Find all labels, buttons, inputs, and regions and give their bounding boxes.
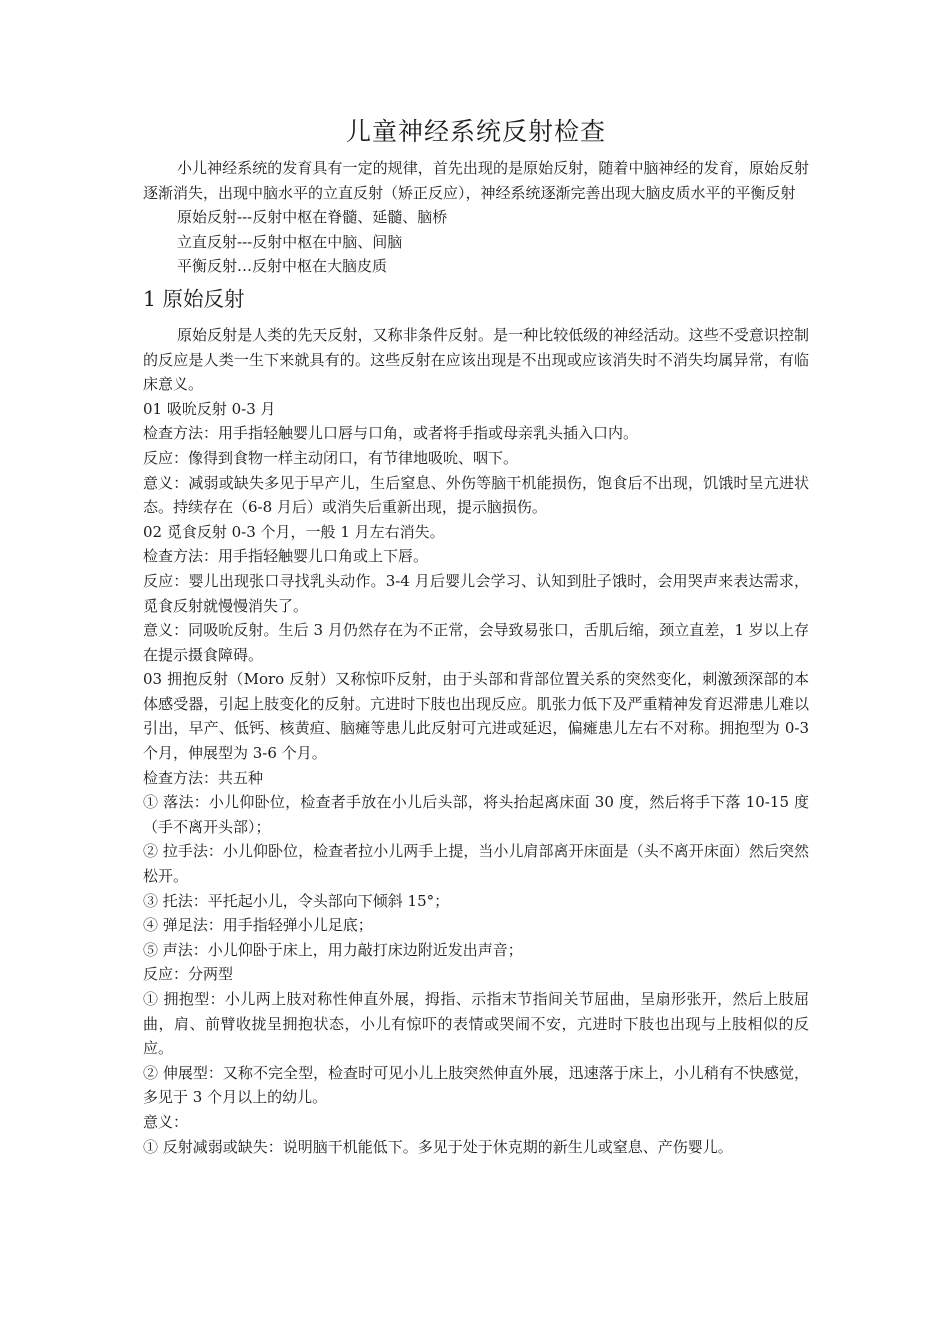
intro-line-primitive: 原始反射---反射中枢在脊髓、延髓、脑桥 (177, 208, 448, 227)
text-line: 反应：像得到食物一样主动闭口，有节律地吸吮、咽下。 (143, 448, 519, 467)
text-line: 02 觅食反射 0-3 个月，一般 1 月左右消失。 (143, 522, 445, 541)
intro-paragraph: 小儿神经系统的发育具有一定的规律，首先出现的是原始反射，随着中脑神经的发育，原始反射逐渐消失，出现中脑水平的立直反射（矫正反应），神经系统逐渐完善出现大脑皮质水平的平衡反射 (143, 159, 809, 202)
text-line: ② 伸展型：又称不完全型，检查时可见小儿上肢突然伸直外展，迅速落于床上，小儿稍有不快感觉，多见于 3 个月以上的幼儿。 (143, 1063, 809, 1107)
text-line: 03 拥抱反射（Moro 反射）又称惊吓反射，由于头部和背部位置关系的突然变化，刺激颈深部的本体感受器，引起上肢变化的反射。亢进时下肢也出现反应。肌张力低下及严重精神发育迟滞患儿难以引出，早产、低钙、核黄疸、脑瘫等患儿此反射可亢进或延迟，偏瘫患儿左右不对称。拥抱型为 0-3 个月，伸展型为 3-6 个月。 (143, 670, 809, 763)
text-line: 意义：同吸吮反射。生后 3 月仍然存在为不正常，会导致易张口，舌肌后缩，颈立直差，1 岁以上存在提示摄食障碍。 (143, 621, 809, 664)
text-line: ④ 弹足法：用手指轻弹小儿足底； (143, 916, 373, 935)
text-line: 意义： (143, 1112, 189, 1131)
text-line: 检查方法：共五种 (143, 768, 264, 787)
document-title: 儿童神经系统反射检查 (345, 117, 606, 146)
text-line: 检查方法：用手指轻触婴儿口唇与口角，或者将手指或母亲乳头插入口内。 (143, 424, 639, 443)
text-line: ① 反射减弱或缺失：说明脑干机能低下。多见于处于休克期的新生儿或窒息、产伤婴儿。 (143, 1137, 733, 1156)
text-line: 反应：婴儿出现张口寻找乳头动作。3-4 月后婴儿会学习、认知到肚子饿时，会用哭声来表达需求，觅食反射就慢慢消失了。 (143, 571, 809, 615)
text-line: ⑤ 声法：小儿仰卧于床上，用力敲打床边附近发出声音； (143, 940, 523, 959)
text-line: ② 拉手法：小儿仰卧位，检查者拉小儿两手上提，当小儿肩部离开床面是（头不离开床面）然后突然松开。 (143, 842, 809, 886)
text-line: 01 吸吮反射 0-3 月 (143, 399, 276, 418)
text-line: ③ 托法：平托起小儿，令头部向下倾斜 15°； (143, 891, 450, 910)
section-heading: 1 原始反射 (143, 286, 245, 311)
text-line: ① 落法：小儿仰卧位，检查者手放在小儿后头部，将头抬起离床面 30 度，然后将手下落 10-15 度（手不离开头部）； (143, 793, 809, 836)
text-line: 检查方法：用手指轻触婴儿口角或上下唇。 (143, 547, 429, 566)
intro-line-righting: 立直反射---反射中枢在中脑、间脑 (177, 232, 403, 251)
text-line: 意义：减弱或缺失多见于早产儿，生后窒息、外伤等脑干机能损伤，饱食后不出现，饥饿时呈亢进状态。持续存在（6-8 月后）或消失后重新出现，提示脑损伤。 (143, 473, 809, 517)
section-intro-paragraph: 原始反射是人类的先天反射，又称非条件反射。是一种比较低级的神经活动。这些不受意识控制的反应是人类一生下来就具有的。这些反射在应该出现是不出现或应该消失时不消失均属异常，有临床意义。 (143, 325, 809, 394)
text-line: 反应：分两型 (143, 965, 234, 984)
document-page (143, 112, 809, 1159)
intro-line-balance: 平衡反射…反射中枢在大脑皮质 (177, 257, 388, 276)
text-line: ① 拥抱型：小儿两上肢对称性伸直外展，拇指、示指末节指间关节屈曲，呈扇形张开，然后上肢屈曲，肩、前臂收拢呈拥抱状态，小儿有惊吓的表情或哭闹不安，亢进时下肢也出现与上肢相似的反应。 (143, 990, 809, 1058)
